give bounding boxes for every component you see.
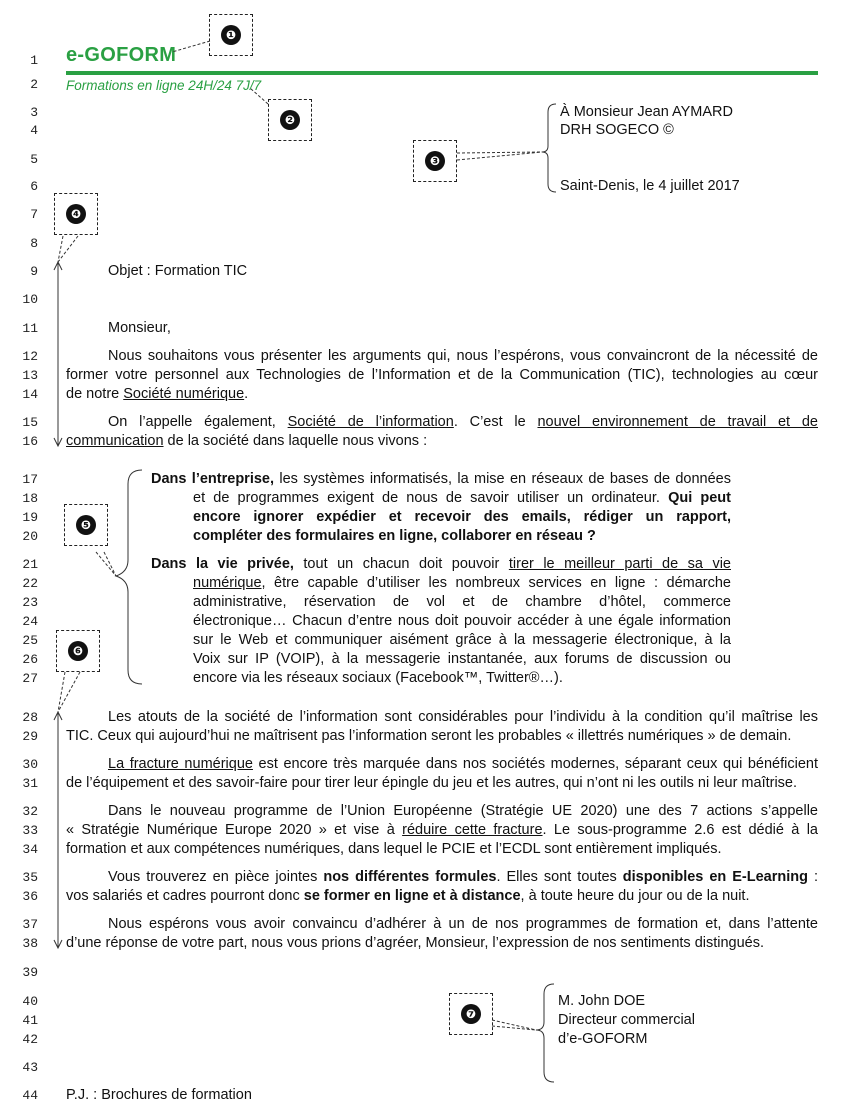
line-number: 29 [22, 729, 38, 744]
bullet-2-line-5: sur le Web et communiquer aisément grâce à la messagerie électronique, à la [193, 632, 731, 648]
paragraph-7-line-2: d’une réponse de votre part, nous vous prions d’agréer, Monsieur, l’expression de nos sentiments distingués. [66, 935, 765, 951]
paragraph-6-line-1: Vous trouverez en pièce jointes nos différentes formules. Elles sont toutes disponibles en E-Learning : [108, 869, 819, 885]
line-number: 18 [22, 491, 38, 506]
line-number: 38 [22, 936, 38, 951]
callout-5-leader [96, 552, 116, 576]
paragraph-3-line-2: TIC. Ceux qui aujourd’hui ne maîtrisent pas l’information seront les probables « illettrés numériques » de demain. [66, 728, 792, 744]
line-number: 25 [22, 633, 38, 648]
paragraph-5-line-2: « Stratégie Numérique Europe 2020 » et vise à réduire cette fracture. Le sous-programme 2.6 est dédié à la [66, 822, 818, 838]
line-number: 10 [22, 292, 38, 307]
line-number: 34 [22, 842, 38, 857]
line-number: 24 [22, 614, 38, 629]
line-number: 8 [30, 236, 38, 251]
line-number: 22 [22, 576, 38, 591]
company-tagline: Formations en ligne 24H/24 7J/7 [66, 78, 262, 93]
bullet-1-line-3: encore ignorer expédier et recevoir des emails, rédiger un rapport, [193, 509, 731, 525]
callout-badge-5 [64, 504, 108, 546]
paragraph-1-line-2: former votre personnel aux Technologies de l’Information et de la Communication (TIC), technologies au cœur [66, 367, 818, 383]
line-number: 4 [30, 123, 38, 138]
paragraph-2-line-2: communication de la société dans laquelle nous vivons : [66, 433, 428, 449]
callout-number: ❼ [461, 1004, 481, 1024]
line-number: 21 [22, 557, 38, 572]
bullet-2-line-2: numérique, être capable d’utiliser les nombreux services en ligne : démarche [193, 575, 731, 591]
callout-4-leader [58, 236, 78, 262]
bullet-1-line-1: Dans l’entreprise, les systèmes informatisés, la mise en réseaux de bases de données [151, 471, 732, 487]
bullet-2-line-6: Voix sur IP (VOIP), à la messagerie instantanée, aux forums de discussion ou [193, 651, 731, 667]
recipient-role: DRH SOGECO © [560, 122, 674, 138]
line-number: 37 [22, 917, 38, 932]
line-number: 32 [22, 804, 38, 819]
line-number: 33 [22, 823, 38, 838]
bullet-2-line-7: encore via les réseaux sociaux (Facebook™, Twitter®…). [193, 670, 563, 686]
line-number: 26 [22, 652, 38, 667]
paragraph-5-line-1: Dans le nouveau programme de l’Union Européenne (Stratégie UE 2020) une des 7 actions s’appelle [108, 803, 818, 819]
callout-badge-1 [209, 14, 253, 56]
line-number: 7 [30, 207, 38, 222]
line-number: 2 [30, 77, 38, 92]
link-societe-numerique: Société numérique [123, 386, 245, 402]
callout-number: ❺ [76, 515, 96, 535]
line-number: 27 [22, 671, 38, 686]
line-number: 40 [22, 994, 38, 1009]
signature-brace [536, 984, 554, 1082]
paragraph-2-line-1: On l’appelle également, Société de l’information. C’est le nouvel environnement de travail et de [108, 414, 818, 430]
bullet-1-line-2: et de programmes exigent de nous de savoir utiliser un ordinateur. Qui peut [193, 490, 731, 506]
callout-1-leader [172, 41, 210, 52]
callout-number: ❹ [66, 204, 86, 224]
paragraph-6-line-2: vos salariés et cadres pourront donc se former en ligne et à distance, à toute heure du jour ou de la nuit. [66, 888, 750, 904]
paragraph-4-line-2: de l’équipement et des savoir-faire pour tirer leur épingle du jeu et les autres, qui n’ont ni les outils ni leur maîtrise. [66, 775, 798, 791]
line-number: 6 [30, 179, 38, 194]
paragraph-3-line-1: Les atouts de la société de l’information sont considérables pour l’individu à la condition qu’il maîtrise les [108, 709, 818, 725]
callout-badge-3 [413, 140, 457, 182]
line-number: 41 [22, 1013, 38, 1028]
recipient-brace [542, 104, 556, 192]
line-number: 15 [22, 415, 38, 430]
line-number: 14 [22, 387, 38, 402]
signature-title: Directeur commercial [558, 1012, 695, 1028]
callout-badge-2 [268, 99, 312, 141]
line-number: 28 [22, 710, 38, 725]
paragraph-7-line-1: Nous espérons vous avoir convaincu d’adhérer à un de nos programmes de formation et, dans l’attente [108, 916, 818, 932]
paragraph-4-line-1: La fracture numérique est encore très marquée dans nos sociétés modernes, séparant ceux qui bénéficient [108, 756, 818, 772]
line-number: 39 [22, 965, 38, 980]
line-number: 12 [22, 349, 38, 364]
line-number: 11 [22, 321, 38, 336]
line-number: 13 [22, 368, 38, 383]
bullet-2-line-3: administrative, réservation de vol et de chambre d’hôtel, commerce [193, 594, 731, 610]
line-number: 30 [22, 757, 38, 772]
callout-number: ❸ [425, 151, 445, 171]
bullet-2-line-4: électronique… Chacun d’entre nous doit pouvoir accéder à une égale information [193, 613, 731, 629]
callout-7-leader [492, 1020, 536, 1030]
line-number: 42 [22, 1032, 38, 1047]
line-number: 16 [22, 434, 38, 449]
callout-6-leader [58, 672, 80, 712]
callout-badge-7 [449, 993, 493, 1035]
place-date: Saint-Denis, le 4 juillet 2017 [560, 178, 740, 194]
bullet-1-line-4: compléter des formulaires en ligne, collaborer en réseau ? [193, 528, 596, 544]
line-number: 9 [30, 264, 38, 279]
salutation: Monsieur, [108, 320, 171, 336]
line-number: 31 [22, 776, 38, 791]
callout-3-leader [457, 152, 542, 160]
paragraph-1-line-3: de notre Société numérique. [66, 386, 249, 402]
line-number: 23 [22, 595, 38, 610]
letter-subject: Objet : Formation TIC [108, 263, 248, 279]
line-number: 17 [22, 472, 38, 487]
line-number: 35 [22, 870, 38, 885]
line-number: 19 [22, 510, 38, 525]
bullets-brace [116, 470, 142, 684]
recipient-name: À Monsieur Jean AYMARD [560, 104, 733, 120]
bullet-2-line-1: Dans la vie privée, tout un chacun doit pouvoir tirer le meilleur parti de sa vie [151, 556, 731, 572]
line-number: 3 [30, 105, 38, 120]
line-number: 5 [30, 152, 38, 167]
company-logo: e-GOFORM [66, 44, 177, 66]
callout-2-leader [250, 88, 268, 104]
signature-name: M. John DOE [558, 993, 646, 1009]
paragraph-1-line-1: Nous souhaitons vous présenter les arguments qui, nous l’espérons, vous convaincront de la nécessité de [108, 348, 818, 364]
callout-number: ❶ [221, 25, 241, 45]
line-number: 43 [22, 1060, 38, 1075]
line-number: 44 [22, 1088, 38, 1103]
attachments-note: P.J. : Brochures de formation [66, 1087, 252, 1103]
callout-badge-6 [56, 630, 100, 672]
callout-number: ❻ [68, 641, 88, 661]
line-number: 20 [22, 529, 38, 544]
signature-company: d’e-GOFORM [558, 1031, 648, 1047]
callout-badge-4 [54, 193, 98, 235]
callout-number: ❷ [280, 110, 300, 130]
paragraph-5-line-3: formation et aux compétences numériques, dans lequel le PCIE et l’ECDL sont entièrement impliqués. [66, 841, 722, 857]
line-number: 36 [22, 889, 38, 904]
line-number: 1 [30, 53, 38, 68]
